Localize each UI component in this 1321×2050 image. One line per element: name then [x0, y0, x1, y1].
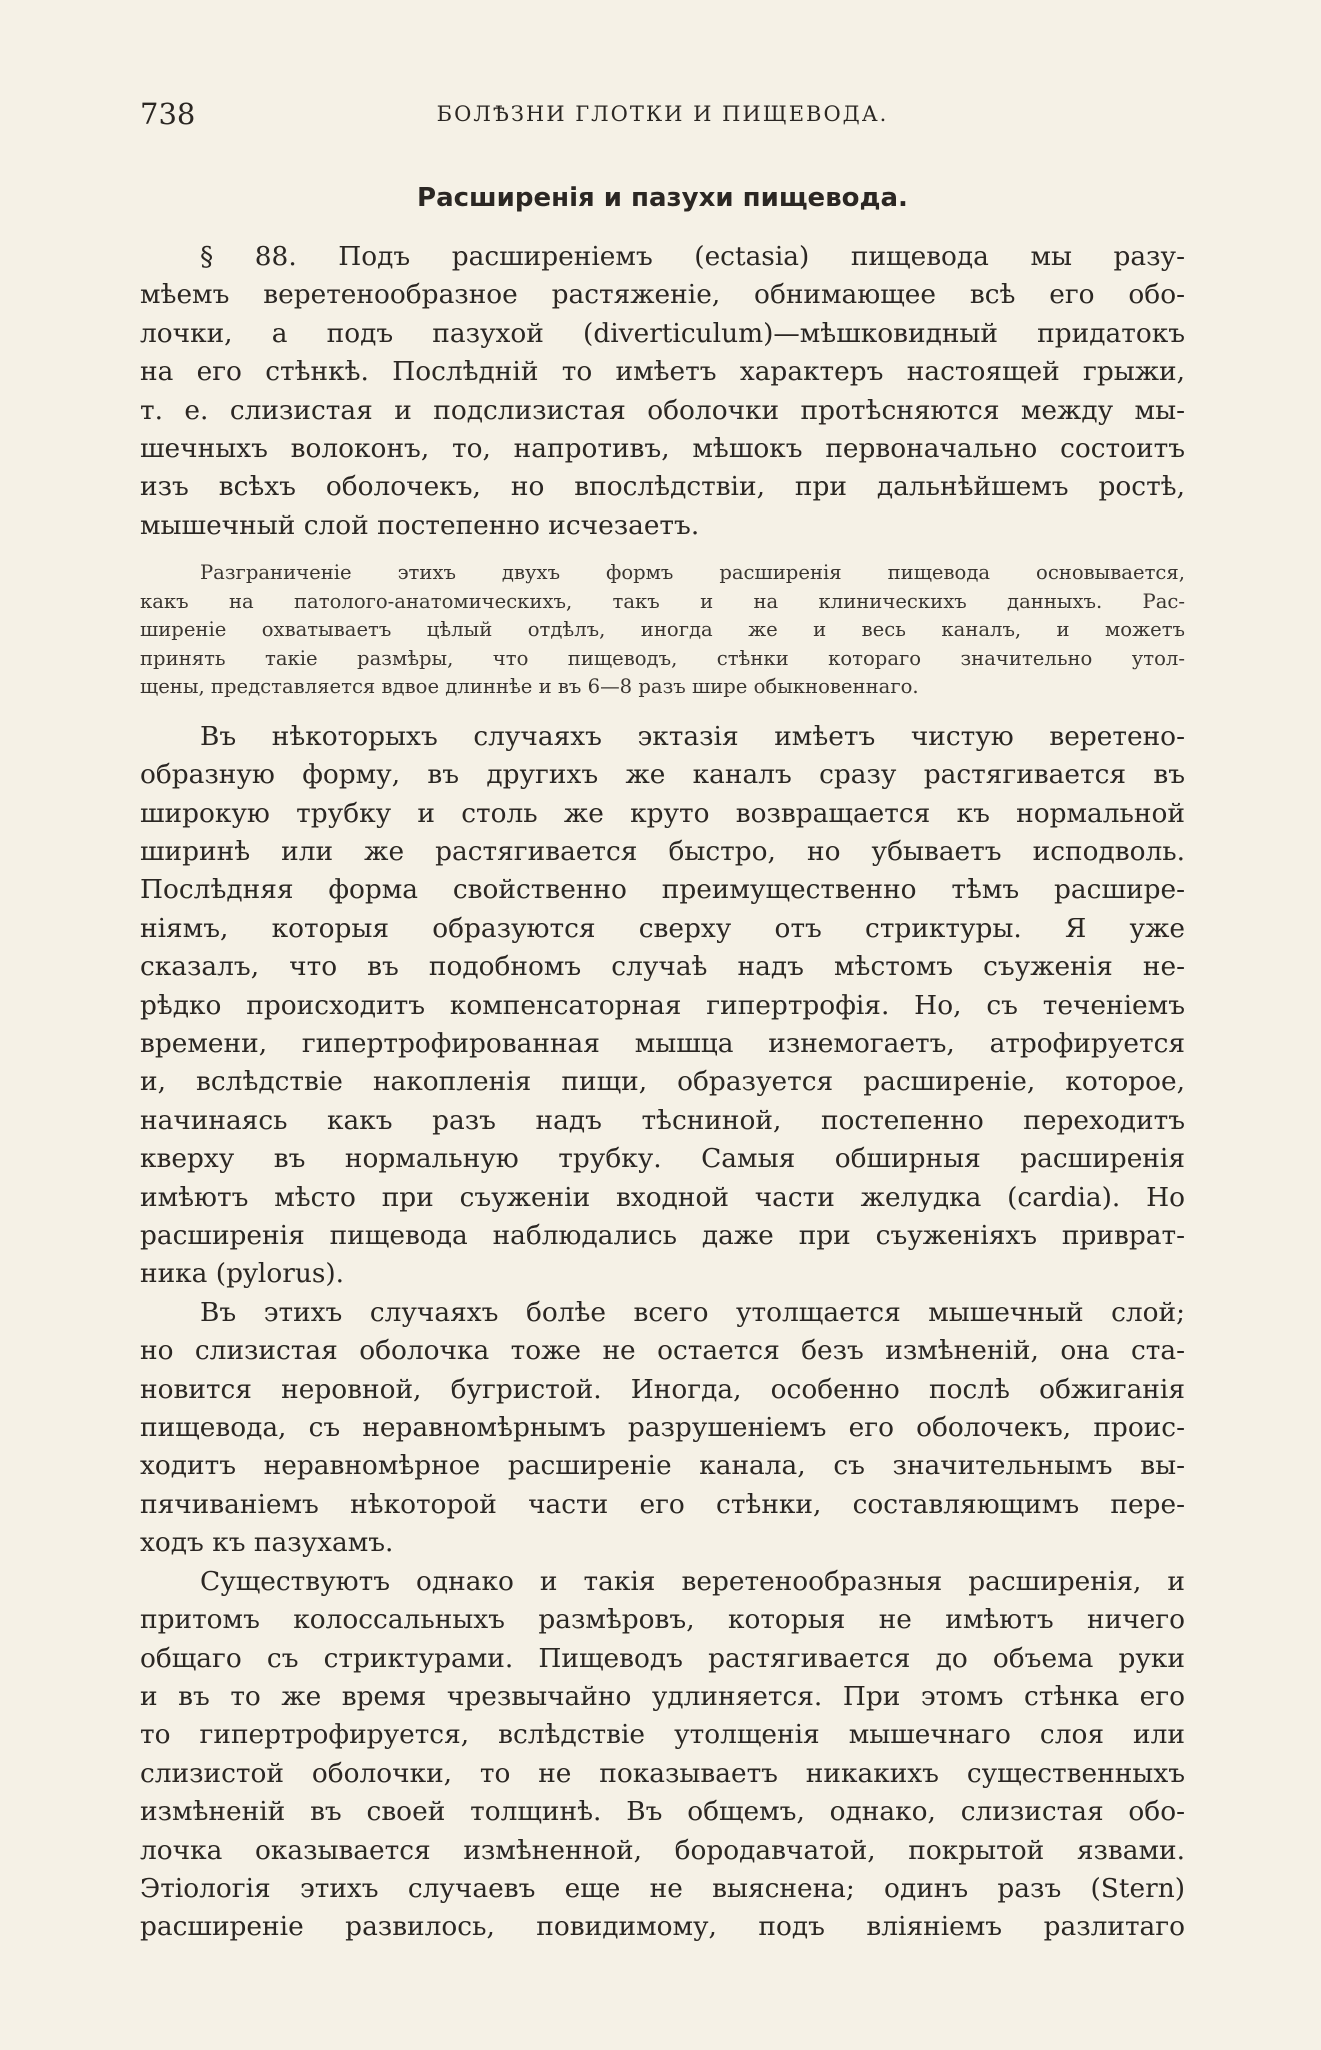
- text-line: общаго съ стриктурами. Пищеводъ растягивается до объема руки: [140, 1642, 1185, 1674]
- text-line: расширенія пищевода наблюдались даже при съуженіяхъ приврат-: [140, 1220, 1185, 1252]
- paragraph-3: [140, 1294, 1185, 1563]
- text-line: § 88. Подъ расширеніемъ (ectasia) пищевода мы разу-: [200, 241, 1185, 272]
- text-line: лочка оказывается измѣненной, бородавчатой, покрытой язвами.: [140, 1834, 1185, 1866]
- note-line: Разграниченіе этихъ двухъ формъ расширенія пищевода основывается,: [200, 561, 1185, 585]
- text-line: ходъ къ пазухамъ.: [140, 1527, 394, 1559]
- running-head: [140, 92, 1185, 136]
- text-line: Въ этихъ случаяхъ болѣе всего утолщается мышечный слой;: [200, 1296, 1185, 1328]
- text-line: широкую трубку и столь же круто возвращается къ нормальной: [140, 797, 1185, 829]
- text-line: мышечный слой постепенно исчезаетъ.: [140, 509, 700, 541]
- text-line: рѣдко происходитъ компенсаторная гипертрофія. Но, съ теченіемъ: [140, 989, 1185, 1021]
- paragraph-2: [140, 718, 1185, 1294]
- text-line: пищевода, съ неравномѣрнымъ разрушеніемъ его оболочекъ, проис-: [140, 1412, 1185, 1444]
- book-page: [140, 92, 1185, 2022]
- text-line: ніямъ, которыя образуются сверху отъ стриктуры. Я уже: [140, 912, 1185, 944]
- text-line: притомъ колоссальныхъ размѣровъ, которыя не имѣютъ ничего: [140, 1604, 1185, 1636]
- page-number: 738: [140, 97, 196, 131]
- section-title: Расширенія и пазухи пищевода.: [417, 183, 908, 213]
- text-line: ходитъ неравномѣрное расширеніе канала, съ значительнымъ вы-: [140, 1450, 1185, 1482]
- text-line: на его стѣнкѣ. Послѣдній то имѣетъ характеръ настоящей грыжи,: [140, 356, 1185, 388]
- text-line: ника (pylorus).: [140, 1258, 345, 1290]
- text-line: Существуютъ однако и такія веретенообразныя расширенія, и: [200, 1565, 1185, 1597]
- text-line: т. е. слизистая и подслизистая оболочки протѣсняются между мы-: [140, 394, 1185, 426]
- text-line: кверху въ нормальную трубку. Самыя обширныя расширенія: [140, 1143, 1185, 1175]
- text-line: пячиваніемъ нѣкоторой части его стѣнки, составляющимъ пере-: [140, 1488, 1185, 1520]
- small-print-note: [140, 559, 1185, 702]
- text-line: но слизистая оболочка тоже не остается безъ измѣненій, она ста-: [140, 1335, 1185, 1367]
- text-line: имѣютъ мѣсто при съуженіи входной части желудка (cardia). Но: [140, 1181, 1185, 1213]
- text-line: и въ то же время чрезвычайно удлиняется. При этомъ стѣнка его: [140, 1680, 1185, 1712]
- text-line: измѣненій въ своей толщинѣ. Въ общемъ, однако, слизистая обо-: [140, 1796, 1185, 1828]
- text-line: мѣемъ веретенообразное растяженіе, обнимающее всѣ его обо-: [140, 279, 1185, 311]
- text-line: то гипертрофируется, вслѣдствіе утолщенія мышечнаго слоя или: [140, 1719, 1185, 1751]
- text-line: Въ нѣкоторыхъ случаяхъ эктазія имѣетъ чистую веретено-: [200, 720, 1185, 752]
- text-line: слизистой оболочки, то не показываетъ никакихъ существенныхъ: [140, 1757, 1185, 1789]
- text-line: ширинѣ или же растягивается быстро, но убываетъ исподволь.: [140, 835, 1185, 867]
- running-title: БОЛѢЗНИ ГЛОТКИ И ПИЩЕВОДА.: [436, 102, 889, 126]
- note-line: ширеніе охватываетъ цѣлый отдѣлъ, иногда же и весь каналъ, и можетъ: [140, 618, 1185, 642]
- note-line: принять такіе размѣры, что пищеводъ, стѣнки котораго значительно утол-: [140, 646, 1185, 670]
- text-line: шечныхъ волоконъ, то, напротивъ, мѣшокъ первоначально состоитъ: [140, 433, 1185, 465]
- paragraph-4: [140, 1563, 1185, 1947]
- text-line: изъ всѣхъ оболочекъ, но впослѣдствіи, при дальнѣйшемъ ростѣ,: [140, 471, 1185, 503]
- text-line: времени, гипертрофированная мышца изнемогаетъ, атрофируется: [140, 1028, 1185, 1059]
- text-line: Этіологія этихъ случаевъ еще не выяснена; одинъ разъ (Stern): [140, 1872, 1185, 1904]
- text-line: и, вслѣдствіе накопленія пищи, образуется расширеніе, которое,: [140, 1066, 1185, 1098]
- note-line: щены, представляется вдвое длиннѣе и въ 6—8 разъ шире обыкновеннаго.: [140, 675, 919, 699]
- text-line: начинаясь какъ разъ надъ тѣсниной, постепенно переходитъ: [140, 1104, 1185, 1136]
- text-line: новится неровной, бугристой. Иногда, особенно послѣ обжиганія: [140, 1373, 1185, 1405]
- paragraph-1: [140, 238, 1185, 545]
- text-line: Послѣдняя форма свойственно преимущественно тѣмъ расшире-: [140, 874, 1185, 906]
- text-line: расширеніе развилось, повидимому, подъ вліяніемъ разлитаго: [140, 1911, 1185, 1943]
- text-line: лочки, а подъ пазухой (diverticulum)—мѣшковидный придатокъ: [140, 317, 1185, 349]
- note-line: какъ на патолого-анатомическихъ, такъ и на клиническихъ данныхъ. Рас-: [140, 589, 1185, 613]
- text-line: образную форму, въ другихъ же каналъ сразу растягивается въ: [140, 759, 1185, 791]
- text-line: сказалъ, что въ подобномъ случаѣ надъ мѣстомъ съуженія не-: [140, 951, 1185, 983]
